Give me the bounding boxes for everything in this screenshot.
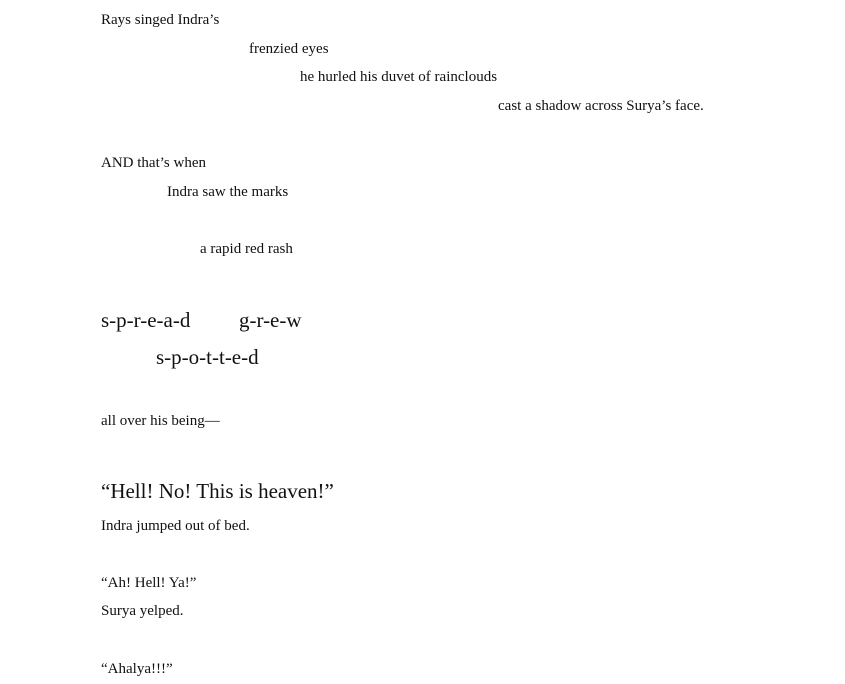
- poem-line-saw-marks: Indra saw the marks: [167, 184, 289, 200]
- poem-line-hurled-duvet: he hurled his duvet of rainclouds: [300, 69, 498, 85]
- poem-line-ah-hell-ya: “Ah! Hell! Ya!”: [101, 575, 197, 591]
- poem-line-rays-singed: Rays singed Indra’s: [101, 12, 220, 28]
- poem-word-spread: s-p-r-e-a-d: [101, 308, 191, 332]
- poem-word-spotted: s-p-o-t-t-e-d: [156, 345, 259, 369]
- poem-line-all-over: all over his being—: [101, 413, 220, 429]
- poem-line-red-rash: a rapid red rash: [200, 241, 293, 257]
- poem-line-hell-no: “Hell! No! This is heaven!”: [101, 479, 334, 503]
- poem-word-grew: g-r-e-w: [239, 308, 302, 332]
- poem-line-and-thats-when: AND that’s when: [101, 155, 206, 171]
- poem-line-indra-jumped: Indra jumped out of bed.: [101, 518, 250, 534]
- poem-line-frenzied-eyes: frenzied eyes: [249, 41, 329, 57]
- poem-line-surya-yelped: Surya yelped.: [101, 603, 184, 619]
- poem-line-ahalya: “Ahalya!!!”: [101, 661, 173, 677]
- poem-line-cast-shadow: cast a shadow across Surya’s face.: [498, 98, 704, 114]
